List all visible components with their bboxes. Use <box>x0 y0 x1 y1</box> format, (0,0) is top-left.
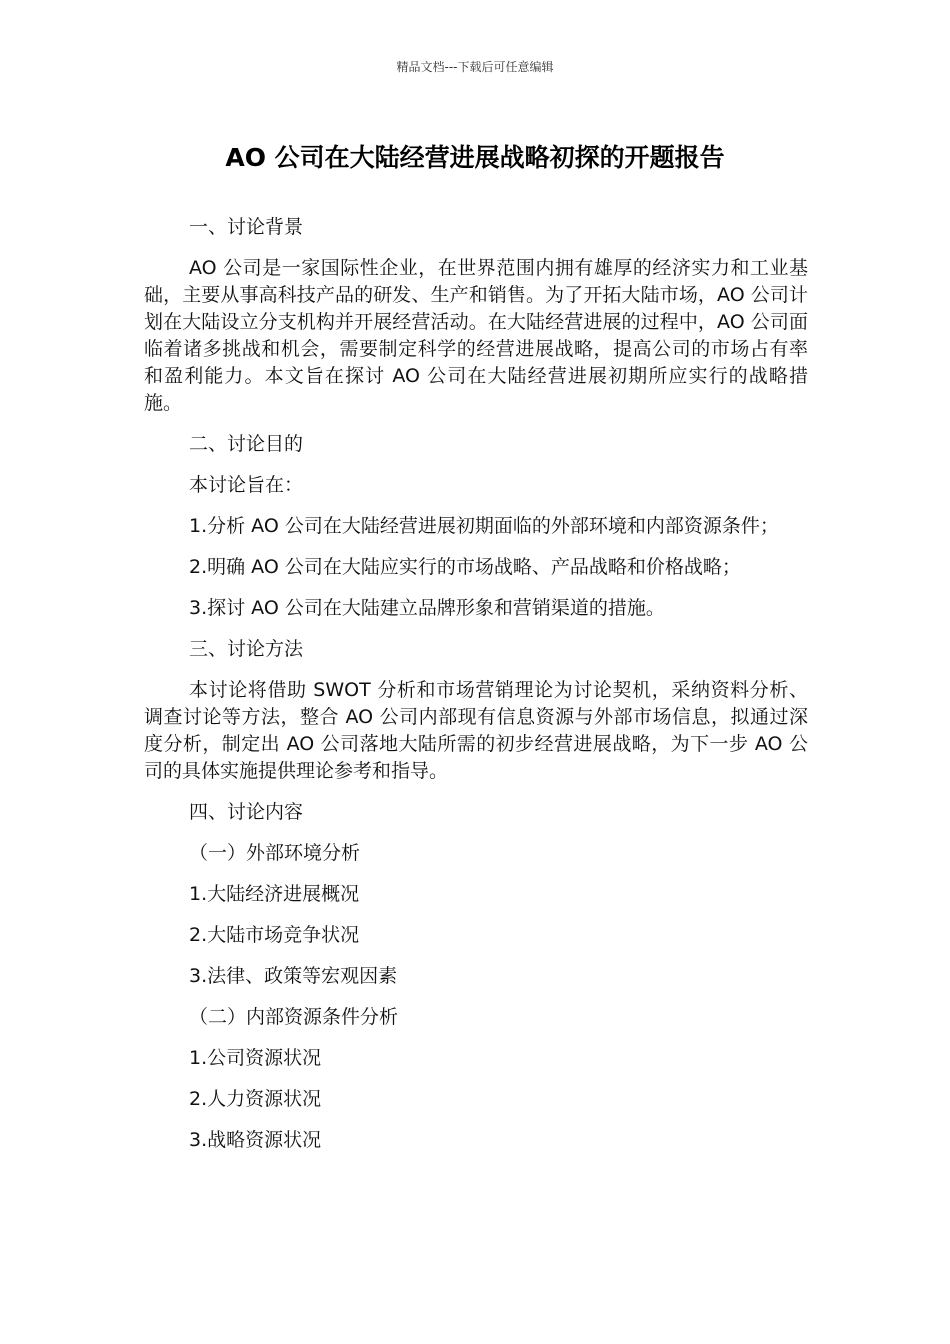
purpose-item-3: 3.探讨 AO 公司在大陆建立品牌形象和营销渠道的措施。 <box>189 597 665 619</box>
subsection-external: （一）外部环境分析 <box>189 842 361 864</box>
purpose-item-1: 1.分析 AO 公司在大陆经营进展初期面临的外部环境和内部资源条件； <box>189 515 779 537</box>
section-heading-background: 一、讨论背景 <box>189 216 304 238</box>
background-paragraph: AO 公司是一家国际性企业，在世界范围内拥有雄厚的经济实力和工业基础，主要从事高科技产品的研发、生产和销售。为了开拓大陆市场，AO 公司计划在大陆设立分支机构并开展经营活动。在大陆经营进展的过程中，AO 公司面临着诸多挑战和机会，需要制定科学的经营进展战略，提高公司的市场占有率和盈利能力。本文旨在探讨 AO 公司在大陆经营进展初期所应实行的战略措施。 <box>144 257 808 414</box>
section-heading-content: 四、讨论内容 <box>189 801 304 823</box>
external-item-1: 1.大陆经济进展概况 <box>189 883 360 905</box>
document-body <box>144 214 808 1168</box>
purpose-item-2: 2.明确 AO 公司在大陆应实行的市场战略、产品战略和价格战略； <box>189 556 741 578</box>
internal-item-3: 3.战略资源状况 <box>189 1129 322 1151</box>
document-title: AO 公司在大陆经营进展战略初探的开题报告 <box>225 143 725 172</box>
section-heading-method: 三、讨论方法 <box>189 638 304 660</box>
external-item-3: 3.法律、政策等宏观因素 <box>189 965 398 987</box>
purpose-intro: 本讨论旨在： <box>189 474 304 496</box>
internal-item-1: 1.公司资源状况 <box>189 1047 322 1069</box>
method-paragraph: 本讨论将借助 SWOT 分析和市场营销理论为讨论契机，采纳资料分析、调查讨论等方法，整合 AO 公司内部现有信息资源与外部市场信息，拟通过深度分析，制定出 AO 公司落地大陆所需的初步经营进展战略，为下一步 AO 公司的具体实施提供理论参考和指导。 <box>144 679 808 782</box>
internal-item-2: 2.人力资源状况 <box>189 1088 322 1110</box>
subsection-internal: （二）内部资源条件分析 <box>189 1006 399 1028</box>
external-item-2: 2.大陆市场竞争状况 <box>189 924 360 946</box>
section-heading-purpose: 二、讨论目的 <box>189 433 304 455</box>
header-note: 精品文档---下载后可任意编辑 <box>396 60 554 74</box>
